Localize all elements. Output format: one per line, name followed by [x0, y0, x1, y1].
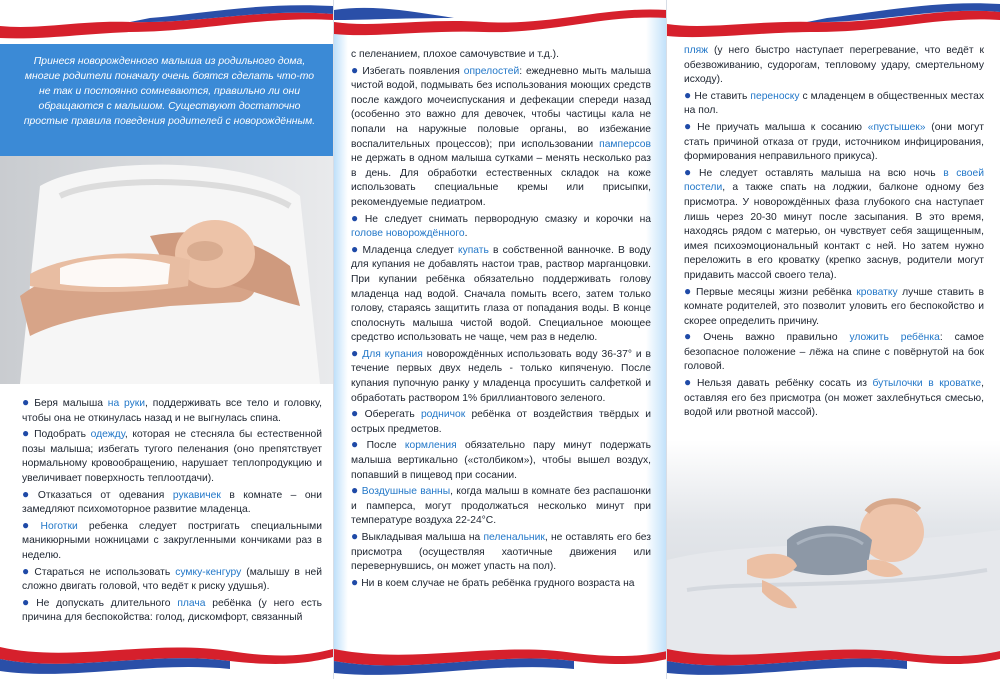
list-item [684, 165, 984, 284]
bullet-icon: ● [22, 563, 32, 578]
intro-box [0, 44, 333, 156]
list-item [351, 437, 651, 483]
bullet-icon: ● [351, 210, 362, 225]
list-item [351, 63, 651, 211]
highlighted-term: «пустышек» [867, 121, 926, 133]
bullet-icon: ● [351, 62, 360, 77]
panel-3-text [684, 44, 984, 421]
bullet-icon: ● [351, 406, 362, 421]
list-item [22, 564, 322, 595]
panel-2-text [351, 48, 651, 591]
list-item [351, 211, 651, 242]
paragraph-text: , которая не стесняла бы естественной позы малыша; избегать тугого пеленания (оно препятствует нормальному кровообращению, нарушает теплопродукцию и увеличивает поверхность теплоотдачи). [22, 429, 323, 484]
top-wave-decoration [0, 0, 333, 40]
panel-3-list [684, 88, 984, 421]
paragraph-text: , а также спать на лоджии, балконе одному без присмотра. У новорождённых фаза глубокого сна наступает лишь через 20-30 минут после засыпания. В это время, находясь рядом с матерью, он чувствует себя защищенным, имея психоэмоциональный контакт с ней. Но затем нужно переложить в его кроватку (крепко заснув, родители могут придавить массой своего тела). [684, 182, 984, 281]
list-item [684, 329, 984, 375]
list-item [22, 595, 322, 626]
paragraph-text: Избегать появления [362, 65, 464, 77]
highlighted-term: на руки [107, 398, 146, 409]
list-item [351, 483, 651, 529]
paragraph-text: После [366, 440, 405, 452]
list-item [351, 406, 651, 437]
highlighted-term: памперсов [599, 138, 651, 150]
paragraph-text: Младенца следует [362, 244, 458, 256]
list-item [22, 426, 322, 486]
panel-2 [334, 0, 667, 679]
paragraph-text: Не допускать длительного [36, 597, 178, 609]
highlighted-term: в своей постели [684, 167, 984, 194]
bullet-icon: ● [351, 241, 360, 256]
bullet-icon: ● [22, 486, 35, 501]
highlighted-term: родничок [420, 409, 466, 421]
highlighted-term: бутылочки в кроватке [872, 378, 982, 390]
paragraph-text: в собственной ванночке. В воду для купания не добавлять настои трав, раствор марганцовки. При купании ребёнка обязательно поддерживать голову младенца над водой. Сначала помыть всего, затем только голову, стараясь защитить глаза от попадания воды. В конце сполоснуть малыша чистой водой. Специальное моющее средство использовать не чаще, чем раз в неделю. [351, 244, 651, 344]
paragraph-text: (малышу в ней сложно двигать головой, что ведёт к риску удушья). [22, 566, 322, 593]
panel-1 [0, 0, 333, 679]
list-item [684, 284, 984, 330]
top-wave-decoration [334, 0, 667, 40]
paragraph-text: : самое безопасное положение – лёжа на спине с повёрнутой на бок головой. [684, 332, 984, 373]
highlighted-term: кроватку [856, 286, 898, 298]
bullet-icon: ● [684, 283, 693, 298]
paragraph-text: ребёнка от воздействия твёрдых и острых предметов. [351, 409, 651, 435]
bullet-icon: ● [22, 517, 38, 532]
paragraph-text: в комнате – они замедляют психомоторное развитие младенца. [22, 489, 322, 516]
list-item [22, 518, 322, 564]
paragraph-text: . [464, 228, 468, 240]
bullet-icon: ● [684, 375, 694, 390]
paragraph-text: Ни в коем случае не брать ребёнка грудного возраста на [361, 577, 635, 589]
bullet-icon: ● [684, 87, 692, 102]
highlighted-term: пляж [684, 45, 709, 56]
list-item [351, 242, 651, 346]
paragraph-text: , поддерживать все тело и головку, чтобы она не откинулась назад и не выгнулась спина. [22, 398, 322, 424]
paragraph-text: Не ставить [694, 90, 751, 102]
highlighted-term: пеленальник [483, 532, 545, 543]
highlighted-term: купать [457, 244, 489, 256]
panel-1-list [22, 395, 322, 626]
highlighted-term: Ноготки [40, 520, 78, 532]
bullet-icon: ● [351, 437, 364, 452]
list-item [22, 487, 322, 518]
paragraph-text: Беря малыша [34, 398, 108, 409]
paragraph-text: , не оставлять его без присмотра (осуществляя хаотичные движения или перевернувшись, он может упасть на пол). [351, 532, 651, 573]
paragraph-text: Не следует снимать первородную смазку и корочки на [364, 213, 652, 225]
paragraph-text: Подобрать [34, 429, 91, 441]
bullet-icon: ● [684, 118, 695, 133]
bullet-icon: ● [351, 529, 359, 543]
paragraph-text: (они могут стать причиной отказа от груди, источником инфицирования, формирования неправильного прикуса). [684, 121, 984, 163]
paragraph-text: обязательно пару минут подержать малыша вертикально («столбиком»), чтобы вышел воздух, попавший в пищевод при сосании. [351, 440, 652, 481]
paragraph-text: Не приучать малыша к сосанию [697, 121, 868, 133]
list-item [22, 395, 322, 426]
highlighted-term: Для купания [362, 348, 423, 360]
highlighted-term: сумку-кенгуру [175, 566, 242, 578]
panel-1-text [22, 395, 322, 626]
panel-2-lead: с пеленанием, плохое самочувствие и т.д.). [351, 49, 559, 60]
list-item [351, 529, 651, 575]
top-wave-decoration [667, 0, 1000, 40]
highlighted-term: уложить ребёнка [849, 332, 940, 344]
paragraph-text: Выкладывая малыша на [361, 532, 484, 543]
list-item [684, 119, 984, 165]
list-item [684, 88, 984, 119]
paragraph-text: не держать в одном малыша сутками – менять несколько раз в день. Для обработки естественных складок на коже использовать специальные кремы или присыпки, рекомендуемые педиатром. [351, 153, 651, 208]
paragraph-text: : ежедневно мыть малыша чистой водой, подмывать без использования моющих средств после каждого мочеиспускания и дефекации спереди назад (особенно это важно для девочек, чтобы частицы кала не попали на наружные половые органы, во избежание воспалительных процессов); при использовании [351, 65, 652, 150]
highlighted-term: плача [177, 597, 206, 609]
bullet-icon: ● [22, 426, 32, 441]
panel-3 [667, 0, 1000, 679]
bullet-icon: ● [684, 164, 697, 179]
highlighted-term: голове новорождённого [351, 228, 465, 240]
list-item [351, 575, 651, 592]
paragraph-text: Нельзя давать ребёнку сосать из [696, 378, 873, 390]
paragraph-text: Отказаться от одевания [37, 489, 173, 501]
highlighted-term: рукавичек [172, 489, 221, 501]
paragraph-text: , когда малыш в комнате без распашонки и памперса, могут продолжаться несколько минут при температуре воздуха 22-24°С. [351, 486, 652, 527]
paragraph-text: Стараться не использовать [34, 566, 176, 578]
bullet-icon: ● [351, 345, 360, 360]
parent-holding-baby-photo [0, 156, 333, 384]
highlighted-term: Воздушные ванны [361, 486, 451, 498]
bullet-icon: ● [351, 483, 359, 498]
panel-2-list [351, 63, 651, 592]
paragraph-text: (у него быстро наступает перегревание, что ведёт к обезвоживанию, судорогам, тепловому удару, смертельному исходу). [684, 45, 984, 86]
paragraph-text: Первые месяцы жизни ребёнка [695, 286, 857, 298]
highlighted-term: кормления [404, 440, 457, 452]
paragraph-text: Очень важно правильно [703, 332, 850, 344]
bottom-wave-decoration [334, 635, 667, 679]
paragraph-text: , оставляя его без присмотра (он может захлебнуться смесью, водой или рвотной массой). [684, 378, 985, 419]
bottom-wave-decoration [667, 635, 1000, 679]
bottom-wave-decoration [0, 635, 333, 679]
intro-text: Принеся новорожденного малыша из родильного дома, многие родители поначалу очень боятся сделать что-то не так и постоянно сомневаются, правильно ли они обращаются с малышом. Существуют достаточно простые правила поведения родителей с новорождённым. [23, 56, 316, 127]
highlighted-term: опрелостей [463, 65, 520, 77]
paragraph-text: ребенка следует постригать специальными маникюрными ножницами с закругленными кончиками раз в неделю. [22, 520, 322, 561]
highlighted-term: переноску [750, 90, 800, 102]
bullet-icon: ● [22, 594, 34, 609]
bullet-icon: ● [22, 395, 32, 409]
bullet-icon: ● [351, 574, 359, 589]
highlighted-term: одежду [90, 429, 125, 441]
paragraph-text: Оберегать [364, 409, 421, 421]
paragraph-text: новорождённых использовать воду 36-37° и в течение первых двух недель - только кипяченую. После купания пупочную ранку у младенца просушить салфеткой и обработать раствором 1% бриллиантового зеленого. [351, 348, 651, 404]
paragraph-text: Не следует оставлять малыша на всю ночь [699, 167, 944, 179]
list-item [684, 375, 984, 421]
paragraph-text: с младенцем в общественных местах на пол. [684, 90, 985, 117]
paragraph-text: ребёнка (у него есть причина для беспокойства: голод, дискомфорт, связанный [22, 597, 322, 624]
list-item [351, 346, 651, 406]
panel-3-lead [684, 44, 984, 88]
bullet-icon: ● [684, 329, 701, 344]
paragraph-text: лучше ставить в комнате родителей, это позволит уловить его беспокойство и скорее определить причину. [684, 286, 984, 327]
